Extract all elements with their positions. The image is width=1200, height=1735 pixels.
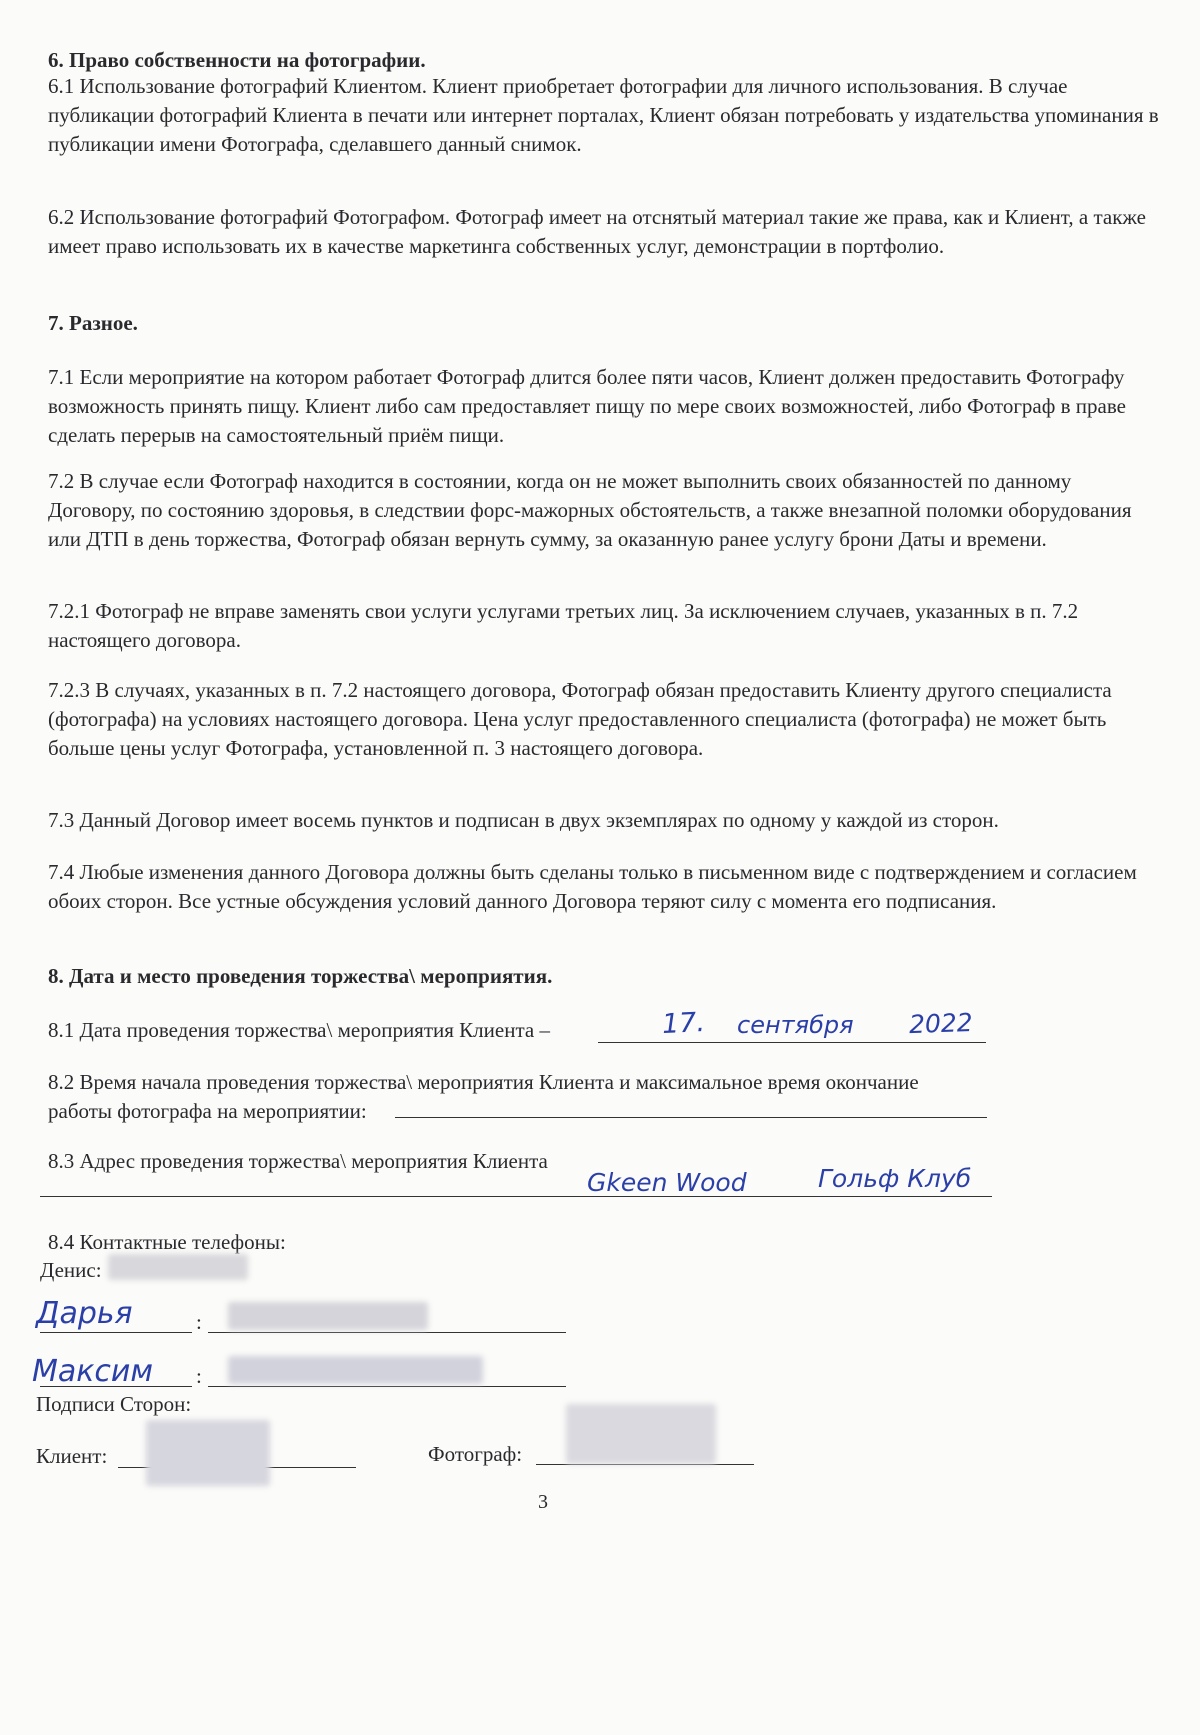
handwritten-darya: Дарья: [36, 1296, 133, 1331]
section-6-title: 6. Право собственности на фотографии.: [48, 48, 426, 72]
address-underline: [40, 1196, 992, 1197]
signatures-label: Подписи Сторон:: [36, 1392, 192, 1416]
clause-7-2-3: 7.2.3 В случаях, указанных в п. 7.2 настоящего договора, Фотограф обязан предоставить Клиенту другого специалиста (фотографа) на условиях настоящего договора. Цена услуг предоставленного специалиста (фотографа) не может быть больше цены услуг Фотографа, установленной п. 3 настоящего договора.: [48, 678, 1112, 760]
date-underline: [598, 1042, 986, 1043]
time-underline: [395, 1117, 987, 1118]
clause-6-2: 6.2 Использование фотографий Фотографом. Фотограф имеет на отснятый материал такие же права, как и Клиент, а также имеет право использовать их в качестве маркетинга собственных услуг, демонстрации в портфолио.: [48, 205, 1146, 258]
page-number: 3: [538, 1491, 548, 1513]
handwritten-month: сентября: [737, 1011, 854, 1039]
maxim-name-line: [40, 1386, 192, 1387]
clause-7-3: 7.3 Данный Договор имеет восемь пунктов и подписан в двух экземплярах по одному у каждой из сторон.: [48, 808, 999, 832]
redacted-photographer-signature: [566, 1404, 716, 1464]
clause-8-3: 8.3 Адрес проведения торжества\ мероприятия Клиента: [48, 1149, 548, 1173]
client-signature-label: Клиент:: [36, 1444, 108, 1468]
darya-name-line: [40, 1332, 192, 1333]
handwritten-address-2: Гольф Клуб: [818, 1164, 972, 1193]
contact-denis-label: Денис:: [40, 1258, 102, 1282]
clause-6-1: 6.1 Использование фотографий Клиентом. Клиент приобретает фотографии для личного использования. В случае публикации фотографий Клиента в печати или интернет порталах, Клиент обязан потребовать у издательства упоминания в публикации имени Фотографа, сделавшего данный снимок.: [48, 74, 1159, 156]
redacted-phone-maxim: [228, 1356, 483, 1384]
redacted-phone-denis: [108, 1254, 248, 1280]
section-8-title: 8. Дата и место проведения торжества\ мероприятия.: [48, 964, 553, 988]
clause-8-2-line2: работы фотографа на мероприятии:: [48, 1099, 367, 1123]
handwritten-year: 2022: [908, 1007, 974, 1040]
photographer-signature-label: Фотограф:: [428, 1442, 523, 1466]
handwritten-address-1: Gkeen Wood: [587, 1168, 747, 1197]
maxim-colon: :: [196, 1364, 202, 1388]
maxim-phone-line: [208, 1386, 566, 1387]
clause-7-2: 7.2 В случае если Фотограф находится в состоянии, когда он не может выполнить своих обязанностей по данному Договору, по состоянию здоровья, в следствии форс-мажорных обстоятельств, а также внезапной поломки оборудования или ДТП в день торжества, Фотограф обязан вернуть сумму, за оказанную ранее услугу брони Даты и времени.: [48, 469, 1132, 551]
section-7-title: 7. Разное.: [48, 311, 138, 335]
photographer-signature-line: [536, 1464, 754, 1465]
handwritten-day: 17.: [661, 1006, 706, 1041]
darya-colon: :: [196, 1310, 202, 1334]
redacted-client-signature: [146, 1420, 270, 1486]
clause-7-4: 7.4 Любые изменения данного Договора должны быть сделаны только в письменном виде с подтверждением и согласием обоих сторон. Все устные обсуждения условий данного Договора теряют силу с момента его подписания.: [48, 860, 1137, 913]
redacted-phone-darya: [228, 1302, 428, 1330]
handwritten-maxim: Максим: [32, 1354, 154, 1389]
clause-7-1: 7.1 Если мероприятие на котором работает Фотограф длится более пяти часов, Клиент должен предоставить Фотографу возможность принять пищу. Клиент либо сам предоставляет пищу по мере своих возможностей, либо Фотограф в праве сделать перерыв на самостоятельный приём пищи.: [48, 365, 1126, 447]
clause-8-1: 8.1 Дата проведения торжества\ мероприятия Клиента –: [48, 1018, 550, 1042]
clause-8-2-line1: 8.2 Время начала проведения торжества\ мероприятия Клиента и максимальное время окончание: [48, 1070, 919, 1094]
darya-phone-line: [208, 1332, 566, 1333]
clause-7-2-1: 7.2.1 Фотограф не вправе заменять свои услуги услугами третьих лиц. За исключением случаев, указанных в п. 7.2 настоящего договора.: [48, 599, 1079, 652]
clause-8-4: 8.4 Контактные телефоны:: [48, 1230, 286, 1254]
